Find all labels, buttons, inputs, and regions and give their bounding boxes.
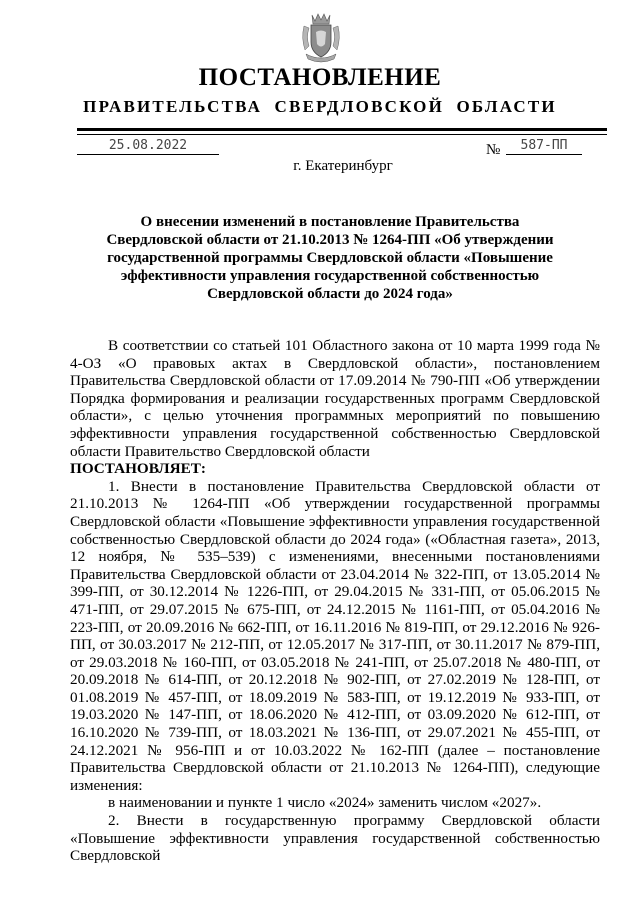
document-title: ПОСТАНОВЛЕНИЕ <box>198 64 442 91</box>
resolves-label: ПОСТАНОВЛЯЕТ: <box>70 460 206 478</box>
document-body <box>70 337 600 865</box>
document-date: 25.08.2022 <box>77 138 219 155</box>
number-sign: № <box>486 142 501 158</box>
header-divider-thick <box>77 128 607 131</box>
item-1-paragraph: 1. Внести в постановление Правительства Свердловской области от 21.10.2013 № 1264-ПП «Об утверждении государственной программы Свердловской области «Повышение эффективности управления государственной собственностью Свердловской области до 2024 года» («Областная газета», 2013, 12 ноября, № 535–539) с изменениями, внесенными постановлениями Правительства Свердловской области от 23.04.2014 № 322-ПП, от 13.05.2014 № 399-ПП, от 30.12.2014 № 1226-ПП, от 29.04.2015 № 331-ПП, от 05.06.2015 № 471-ПП, от 29.07.2015 № 675-ПП, от 24.12.2015 № 1161-ПП, от 05.04.2016 № 223-ПП, от 20.09.2016 № 662-ПП, от 16.11.2016 № 819-ПП, от 29.12.2016 № 926-ПП, от 30.03.2017 № 212-ПП, от 12.05.2017 № 317-ПП, от 30.11.2017 № 879-ПП, от 29.03.2018 № 160-ПП, от 03.05.2018 № 241-ПП, от 25.07.2018 № 480-ПП, от 20.09.2018 № 614-ПП, от 20.12.2018 № 902-ПП, от 27.02.2019 № 128-ПП, от 01.08.2019 № 457-ПП, от 18.09.2019 № 583-ПП, от 19.12.2019 № 933-ПП, от 19.03.2020 № 147-ПП, от 18.06.2020 № 412-ПП, от 03.09.2020 № 612-ПП, от 16.10.2020 № 739-ПП, от 18.03.2021 № 136-ПП, от 29.07.2021 № 455-ПП, от 24.12.2021 № 956-ПП и от 10.03.2022 № 162-ПП (далее – постановление Правительства Свердловской области от 21.10.2013 № 1264-ПП), следующие изменения: <box>70 477 600 794</box>
item-1-change-paragraph: в наименовании и пункте 1 число «2024» заменить числом «2027». <box>108 794 542 812</box>
sverdlovsk-coat-of-arms-icon <box>300 12 342 64</box>
document-subtitle: ПРАВИТЕЛЬСТВА СВЕРДЛОВСКОЙ ОБЛАСТИ <box>83 97 557 116</box>
document-city: г. Екатеринбург <box>293 158 393 174</box>
document-number: 587-ПП <box>506 138 582 155</box>
item-2-paragraph: 2. Внести в государственную программу Свердловской области «Повышение эффективности управления государственной собственностью Свердловской <box>70 812 600 865</box>
preamble-paragraph: В соответствии со статьей 101 Областного закона от 10 марта 1999 года № 4-ОЗ «О правовых актах в Свердловской области», постановлением Правительства Свердловской области от 17.09.2014 № 790-ПП «Об утверждении Порядка формирования и реализации государственных программ Свердловской области», с целью уточнения программных мероприятий по повышению эффективности управления государственной собственностью Свердловской области Правительство Свердловской области <box>70 337 600 460</box>
document-heading: О внесении изменений в постановление Правительства Свердловской области от 21.10.2013 № 1264-ПП «Об утверждении государственной программы Свердловской области «Повышение эффективности управления государственной собственностью Свердловской области до 2024 года» <box>106 214 554 302</box>
header-divider-thin <box>77 134 607 135</box>
